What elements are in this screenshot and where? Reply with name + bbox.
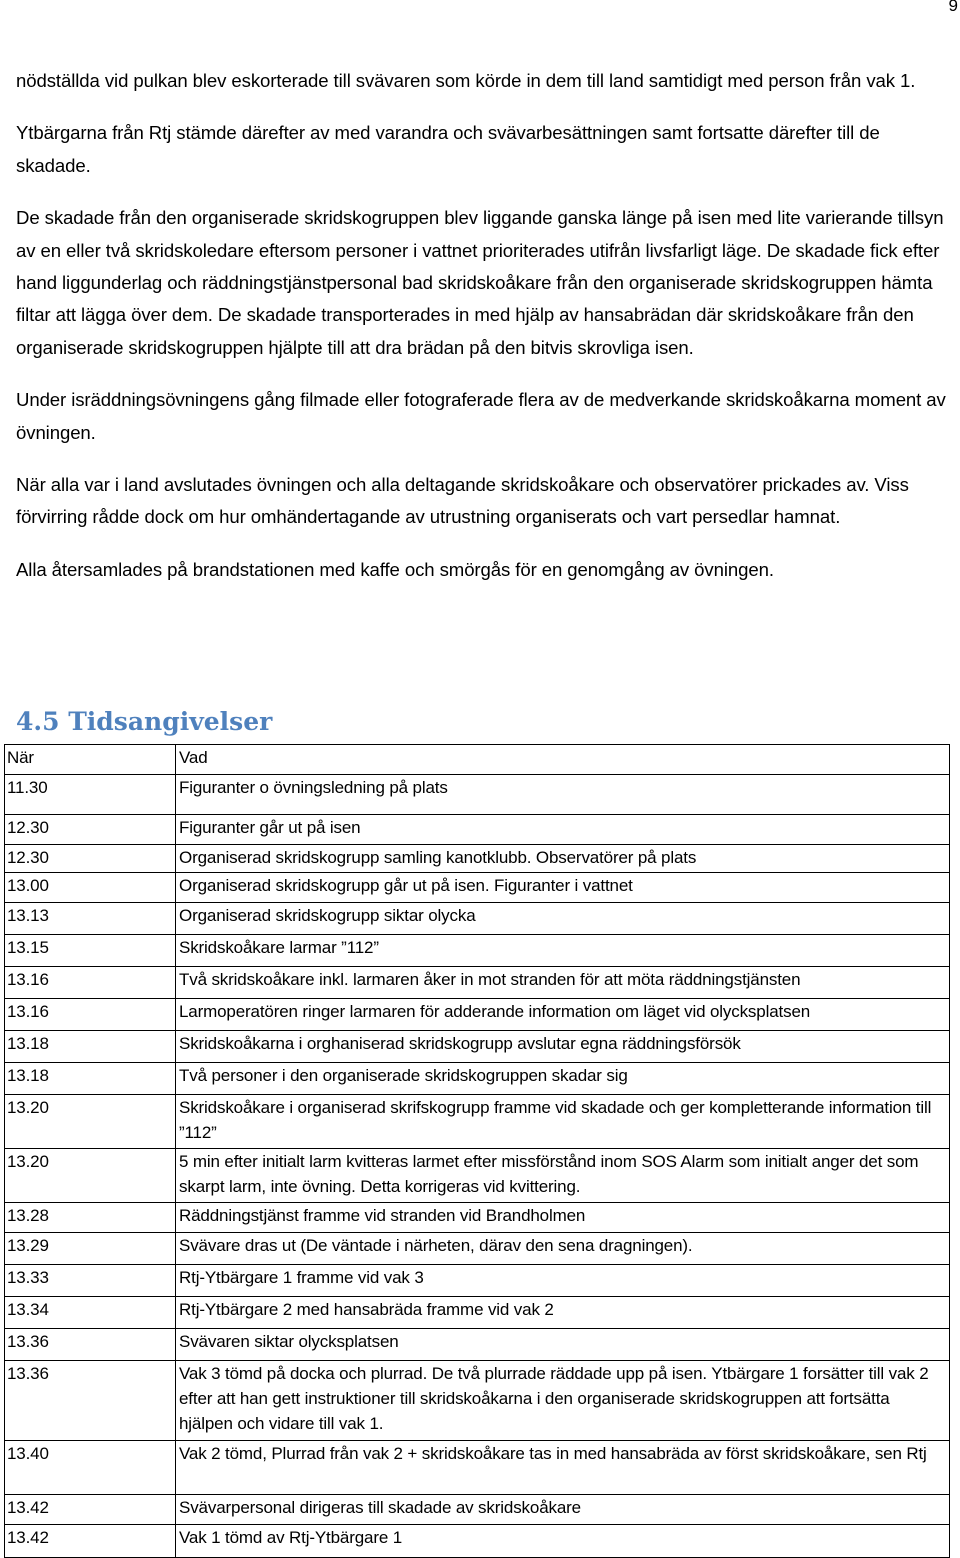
paragraph: Under isräddningsövningens gång filmade eller fotograferade flera av de medverkande skridskoåkarna moment av övningen. (16, 389, 946, 443)
header-cell-time: När (5, 745, 176, 775)
time-cell: 13.33 (5, 1265, 176, 1297)
table-row (5, 815, 950, 845)
timeline-table (4, 744, 950, 1558)
time-cell: 13.18 (5, 1031, 176, 1063)
time-cell: 13.36 (5, 1329, 176, 1361)
time-cell: 13.16 (5, 999, 176, 1031)
event-cell: Två personer i den organiserade skridskogruppen skadar sig (176, 1063, 950, 1095)
time-cell: 13.29 (5, 1233, 176, 1265)
section-heading: 4.5 Tidsangivelser (16, 707, 273, 736)
time-cell: 13.40 (5, 1441, 176, 1495)
time-cell: 13.20 (5, 1095, 176, 1149)
table-row (5, 845, 950, 873)
event-cell: Vak 1 tömd av Rtj-Ytbärgare 1 (176, 1525, 950, 1558)
time-cell: 13.16 (5, 967, 176, 999)
event-cell: Räddningstjänst framme vid stranden vid Brandholmen (176, 1203, 950, 1233)
event-cell: Organiserad skridskogrupp siktar olycka (176, 903, 950, 935)
event-cell: Larmoperatören ringer larmaren för adderande information om läget vid olycksplatsen (176, 999, 950, 1031)
event-cell: Rtj-Ytbärgare 1 framme vid vak 3 (176, 1265, 950, 1297)
table-row (5, 1063, 950, 1095)
table-row (5, 775, 950, 815)
time-cell: 13.18 (5, 1063, 176, 1095)
event-cell: Svävaren siktar olycksplatsen (176, 1329, 950, 1361)
time-cell: 13.42 (5, 1525, 176, 1558)
time-cell: 12.30 (5, 815, 176, 845)
table-row (5, 1233, 950, 1265)
table-row (5, 999, 950, 1031)
table-row (5, 873, 950, 903)
event-cell: Vak 2 tömd, Plurrad från vak 2 + skridskoåkare tas in med hansabräda av först skridskoåkare, sen Rtj (176, 1441, 950, 1495)
time-cell: 13.36 (5, 1361, 176, 1441)
event-cell: Svävarpersonal dirigeras till skadade av skridskoåkare (176, 1495, 950, 1525)
table-row (5, 1329, 950, 1361)
event-cell: 5 min efter initialt larm kvitteras larmet efter missförstånd inom SOS Alarm som initialt anger det som skarpt larm, inte övning. Detta korrigeras vid kvittering. (176, 1149, 950, 1203)
header-cell-event: Vad (176, 745, 950, 775)
table-row (5, 1297, 950, 1329)
table-row (5, 1361, 950, 1441)
event-cell: Vak 3 tömd på docka och plurrad. De två plurrade räddade upp på isen. Ytbärgare 1 forsätter till vak 2 efter att han gett instruktioner till skridskoåkarna i den organiserade skridskogruppen att fortsätta hjälpen och vidare till vak 1. (176, 1361, 950, 1441)
table-row (5, 1525, 950, 1558)
paragraph: nödställda vid pulkan blev eskorterade till svävaren som körde in dem till land samtidigt med person från vak 1. (16, 70, 916, 91)
body-text (16, 65, 956, 606)
paragraph: De skadade från den organiserade skridskogruppen blev liggande ganska länge på isen med lite varierande tillsyn av en eller två skridskoledare eftersom personer i vattnet prioriterades utifrån livsfarligt läge. De skadade fick efter hand liggunderlag och räddningstjänstpersonal bad skridskoåkare från den organiserade skridskogruppen hämta filtar att lägga över dem. De skadade transporterades in med hjälp av hansabrädan där skridskoåkare från den organiserade skridskogruppen hjälpte till att dra brädan på den bitvis skrovliga isen. (16, 207, 944, 358)
event-cell: Organiserad skridskogrupp samling kanotklubb. Observatörer på plats (176, 845, 950, 873)
page-number: 9 (948, 0, 958, 15)
time-cell: 13.28 (5, 1203, 176, 1233)
event-cell: Skridskoåkarna i orghaniserad skridskogrupp avslutar egna räddningsförsök (176, 1031, 950, 1063)
time-cell: 13.13 (5, 903, 176, 935)
time-cell: 13.00 (5, 873, 176, 903)
table-row (5, 1441, 950, 1495)
event-cell: Skridskoåkare larmar ”112” (176, 935, 950, 967)
event-cell: Svävare dras ut (De väntade i närheten, därav den sena dragningen). (176, 1233, 950, 1265)
table-row (5, 1095, 950, 1149)
time-cell: 13.34 (5, 1297, 176, 1329)
time-cell: 13.15 (5, 935, 176, 967)
table-row (5, 1203, 950, 1233)
event-cell: Figuranter går ut på isen (176, 815, 950, 845)
event-cell: Rtj-Ytbärgare 2 med hansabräda framme vid vak 2 (176, 1297, 950, 1329)
table-header-row (5, 745, 950, 775)
paragraph: Alla återsamlades på brandstationen med kaffe och smörgås för en genomgång av övningen. (16, 558, 774, 580)
table-row (5, 1495, 950, 1525)
paragraph: Ytbärgarna från Rtj stämde därefter av med varandra och svävarbesättningen samt fortsatte därefter till de skadade. (16, 122, 880, 176)
table-row (5, 903, 950, 935)
table-row (5, 1031, 950, 1063)
event-cell: Organiserad skridskogrupp går ut på isen. Figuranter i vattnet (176, 873, 950, 903)
table-row (5, 1149, 950, 1203)
paragraph: När alla var i land avslutades övningen och alla deltagande skridskoåkare och observatörer prickades av. Viss förvirring rådde dock om hur omhändertagande av utrustning organiserats och vart persedlar hamnat. (16, 474, 909, 528)
table-row (5, 967, 950, 999)
time-cell: 11.30 (5, 775, 176, 815)
table-row (5, 935, 950, 967)
time-cell: 13.42 (5, 1495, 176, 1525)
time-cell: 13.20 (5, 1149, 176, 1203)
event-cell: Skridskoåkare i organiserad skrifskogrupp framme vid skadade och ger kompletterande information till ”112” (176, 1095, 950, 1149)
event-cell: Två skridskoåkare inkl. larmaren åker in mot stranden för att möta räddningstjänsten (176, 967, 950, 999)
time-cell: 12.30 (5, 845, 176, 873)
table-row (5, 1265, 950, 1297)
event-cell: Figuranter o övningsledning på plats (176, 775, 950, 815)
